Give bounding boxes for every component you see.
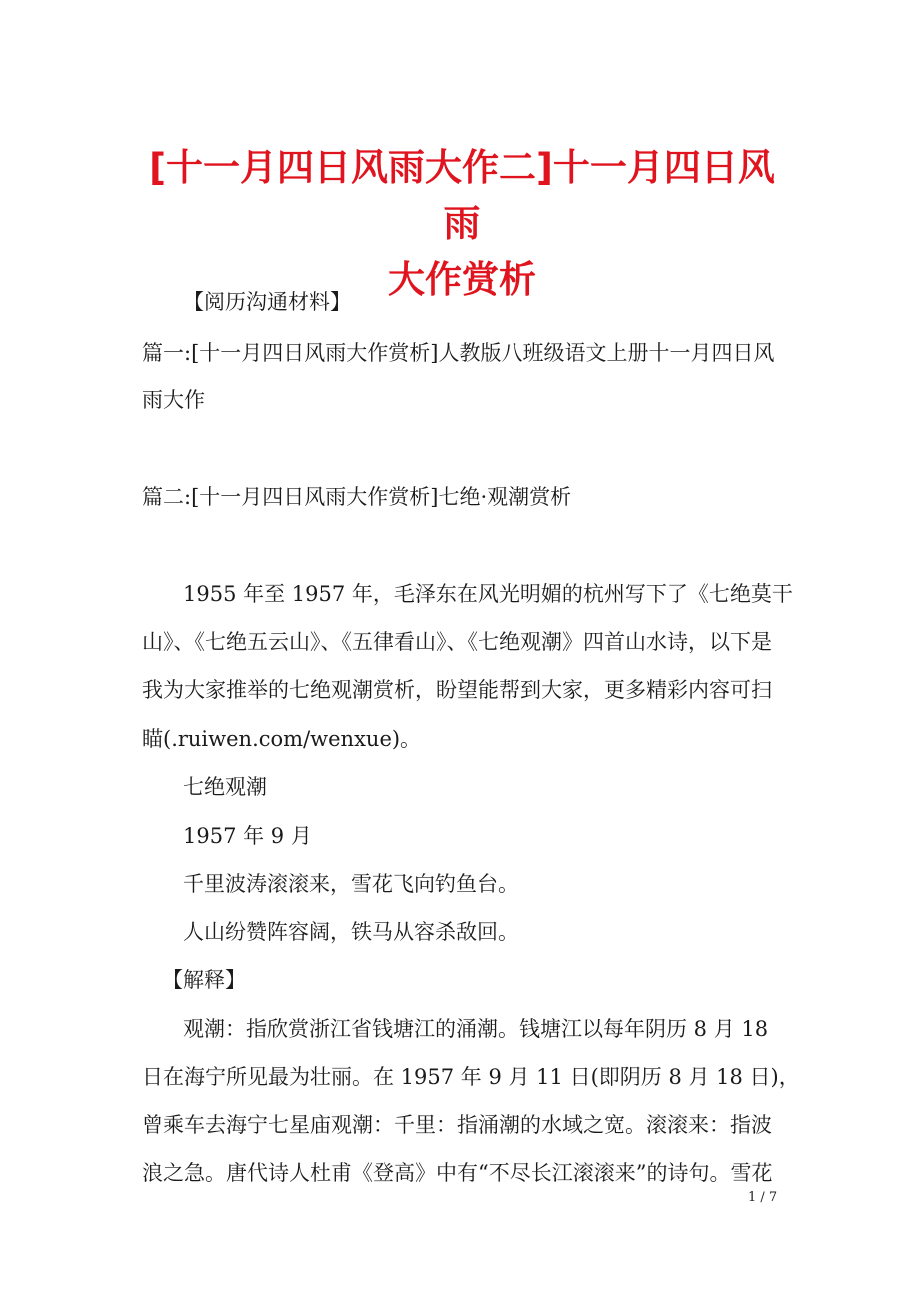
poem-line: 千里波涛滚滚来，雪花飞向钓鱼台。 bbox=[183, 872, 519, 896]
paragraph-line: 1955 年至 1957 年，毛泽东在风光明媚的杭州写下了《七绝莫干 bbox=[183, 582, 793, 606]
poem-date: 1957 年 9 月 bbox=[183, 824, 312, 848]
poem-line: 人山纷赞阵容阔，铁马从容杀敌回。 bbox=[183, 920, 519, 944]
title-line-2: 大作赏析 bbox=[388, 258, 536, 301]
paragraph-line: 日在海宁所见最为壮丽。在 1957 年 9 月 11 日(即阴历 8 月 18 日)， bbox=[142, 1065, 800, 1089]
paragraph-line: 篇一:[十一月四日风雨大作赏析]人教版八班级语文上册十一月四日风 bbox=[142, 341, 775, 365]
page-number: 1 / 7 bbox=[748, 1190, 778, 1205]
paragraph-line: 观潮：指欣赏浙江省钱塘江的涌潮。钱塘江以每年阴历 8 月 18 bbox=[183, 1017, 769, 1041]
paragraph-line: 山》、《七绝五云山》、《五律看山》、《七绝观潮》四首山水诗，以下是 bbox=[142, 630, 772, 654]
paragraph-line: 雨大作 bbox=[142, 388, 205, 412]
paragraph-line: 篇二:[十一月四日风雨大作赏析]七绝·观潮赏析 bbox=[142, 485, 572, 509]
section-heading-materials: 【阅历沟通材料】 bbox=[183, 290, 351, 314]
paragraph-line: 我为大家推举的七绝观潮赏析，盼望能帮到大家，更多精彩内容可扫 bbox=[142, 678, 772, 702]
paragraph-line: 瞄(.ruiwen.com/wenxue)。 bbox=[142, 727, 422, 751]
paragraph-line: 浪之急。唐代诗人杜甫《登高》中有“不尽长江滚滚来”的诗句。雪花 bbox=[142, 1161, 773, 1185]
paragraph-line: 曾乘车去海宁七星庙观潮：千里：指涌潮的水域之宽。滚滚来：指波 bbox=[142, 1113, 772, 1137]
document-title bbox=[142, 140, 782, 308]
title-line-1: [十一月四日风雨大作二]十一月四日风雨 bbox=[149, 146, 775, 245]
section-heading-explanation: 【解释】 bbox=[162, 968, 246, 992]
poem-title: 七绝观潮 bbox=[183, 775, 267, 799]
